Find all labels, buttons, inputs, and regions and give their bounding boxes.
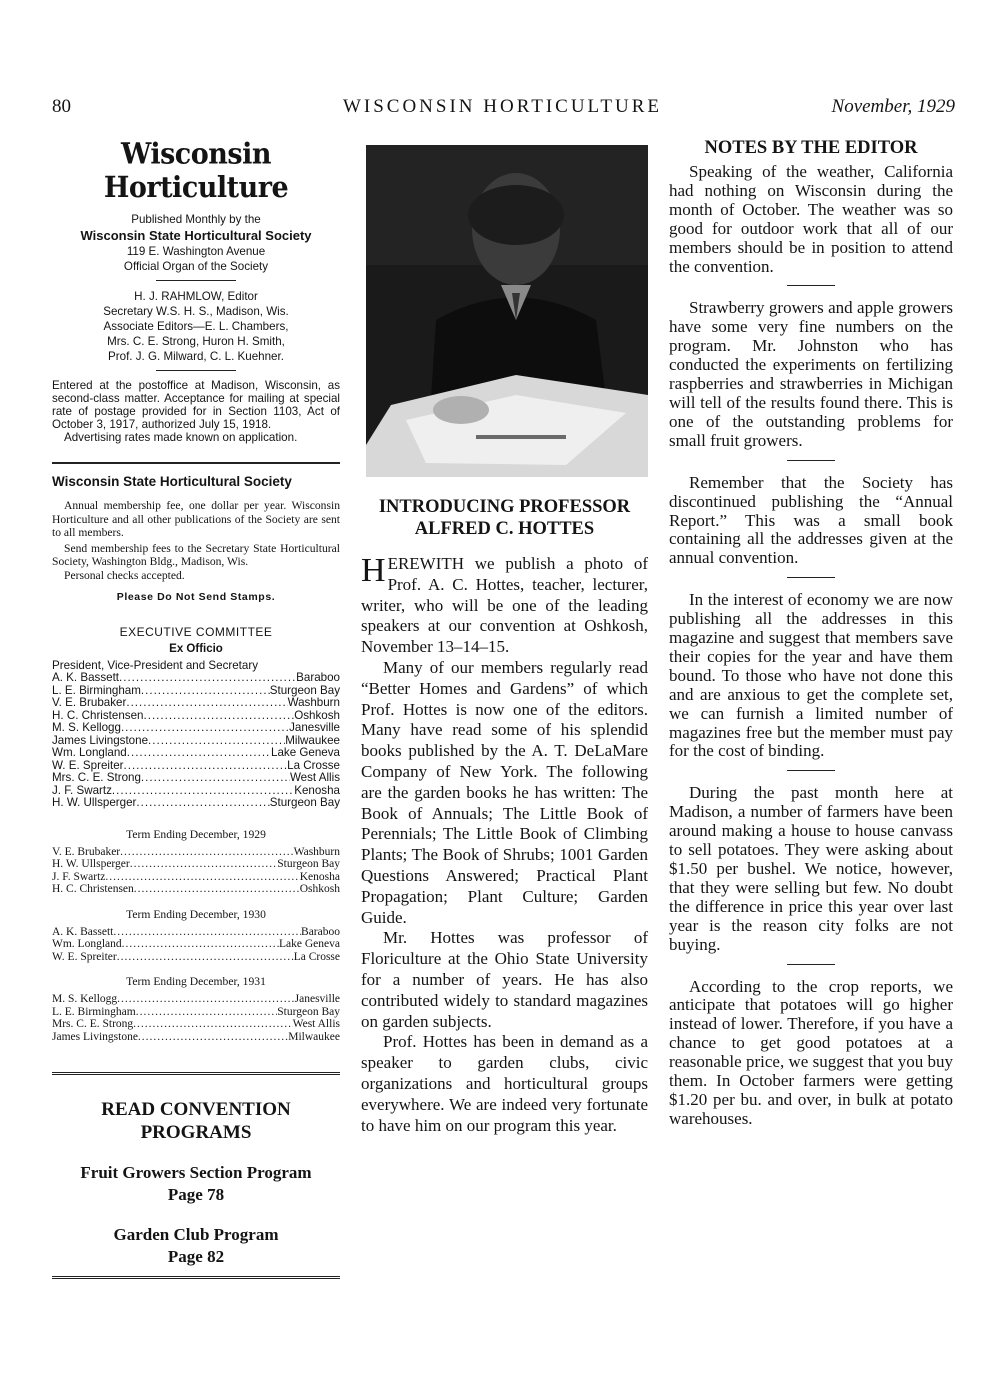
list-item: Mrs. C. E. Strong ..... West Allis bbox=[52, 772, 340, 785]
masthead-line: Official Organ of the Society bbox=[123, 260, 269, 273]
list-item: James Livingstone ..... Milwaukee bbox=[52, 735, 340, 748]
list-item: Wm. Longland ..... Lake Geneva bbox=[52, 938, 340, 951]
divider bbox=[787, 285, 835, 286]
list-item: H. W. Ullsperger ..... Sturgeon Bay bbox=[52, 858, 340, 871]
divider bbox=[787, 964, 835, 965]
send-fees-text: Send membership fees to the Secretary State Horticultural Society, Washington Bldg., Madison, Wis. bbox=[52, 541, 340, 568]
list-item: H. C. Christensen ..... Oshkosh bbox=[52, 710, 340, 723]
divider bbox=[787, 770, 835, 771]
masthead-info bbox=[52, 212, 340, 274]
editor-line: Mrs. C. E. Strong, Huron H. Smith, bbox=[107, 335, 285, 348]
notes-paragraph: During the past month here at Madison, a number of farmers have been around making a house to house canvass to sell potatoes. They were asking about $1.50 per bushel. We notice, however, that they were selling but few. No doubt the difference in price this year over last year is the reason city folks are not buying. bbox=[669, 783, 953, 954]
divider bbox=[787, 460, 835, 461]
garden-program-page: Page 82 bbox=[167, 1247, 225, 1266]
divider bbox=[787, 577, 835, 578]
notes-paragraph: Remember that the Society has discontinued publishing the “Annual Report.” This was a small book containing all the addresses given at the annual convention. bbox=[669, 472, 953, 568]
article-paragraph: Many of our members regularly read “Better Homes and Gardens” of which Prof. Hottes is now one of the editors. Many have read some of his splendid books published by the A. T. DeLaMare Company of New York. The following are the garden books he has written: The Book of Annuals; The Little Book of Perennials; The Little Book of Climbing Plants; The Book of Shrubs; 1001 Garden Questions Answered; Practical Plant Propagation; Plant Culture; Garden Guide. bbox=[361, 657, 648, 927]
masthead-title: Wisconsin Horticulture bbox=[103, 137, 289, 205]
list-item: V. E. Brubaker ..... Washburn bbox=[52, 846, 340, 859]
portrait-photo bbox=[366, 145, 648, 477]
list-item: A. K. Bassett ..... Baraboo bbox=[52, 672, 340, 685]
term-heading: Term Ending December, 1931 bbox=[126, 975, 266, 988]
read-convention-heading: READ CONVENTION bbox=[101, 1099, 291, 1120]
list-item: H. C. Christensen ..... Oshkosh bbox=[52, 883, 340, 896]
publication-title: WISCONSIN HORTICULTURE bbox=[342, 96, 663, 117]
list-item: W. E. Spreiter ..... La Crosse bbox=[52, 760, 340, 773]
list-item: L. E. Birmingham ..... Sturgeon Bay bbox=[52, 685, 340, 698]
list-item: W. E. Spreiter ..... La Crosse bbox=[52, 951, 340, 964]
notes-body bbox=[669, 163, 953, 1129]
list-item: Wm. Longland ..... Lake Geneva bbox=[52, 747, 340, 760]
article-heading bbox=[361, 496, 648, 540]
article-body bbox=[361, 554, 648, 1136]
ex-officio-heading: Ex Officio bbox=[169, 643, 223, 655]
divider bbox=[156, 280, 236, 281]
notes-paragraph: Speaking of the weather, California had nothing on Wisconsin during the month of October. The weather was so good for outdoor work that all of our members should be in position to attend the convention. bbox=[669, 162, 953, 276]
list-item: Mrs. C. E. Strong ..... West Allis bbox=[52, 1018, 340, 1031]
divider bbox=[52, 462, 340, 464]
masthead-line: 119 E. Washington Avenue bbox=[126, 245, 266, 258]
executive-member-list bbox=[52, 672, 340, 810]
article-paragraph: Prof. Hottes has been in demand as a speaker to garden clubs, civic organizations and horticultural groups everywhere. We are indeed very fortunate to have him on our program this year. bbox=[361, 1032, 648, 1135]
garden-program-label: Garden Club Program bbox=[113, 1225, 279, 1244]
list-item: H. W. Ullsperger ..... Sturgeon Bay bbox=[52, 797, 340, 810]
masthead-line: Published Monthly by the bbox=[131, 213, 261, 226]
notes-paragraph: In the interest of economy we are now publishing all the addresses in this magazine and suggest that members save their copies for the year and have them bound. To those who have not done this and are anxious to get the complete set, we can furnish a limited number of magazines free but the member must pay for the cost of binding. bbox=[669, 590, 953, 761]
editor-line: Secretary W.S. H. S., Madison, Wis. bbox=[103, 305, 289, 318]
list-item: James Livingstone ..... Milwaukee bbox=[52, 1031, 340, 1044]
article-paragraph: HEREWITH we publish a photo of Prof. A. C. Hottes, teacher, lecturer, writer, who will be one of the leading speakers at our convention at Oshkosh, November 13–14–15. bbox=[361, 552, 648, 657]
list-item: V. E. Brubaker ..... Washburn bbox=[52, 697, 340, 710]
executive-heading: EXECUTIVE COMMITTEE bbox=[119, 625, 273, 639]
drop-cap: H bbox=[361, 552, 386, 589]
entry-notice: Entered at the postoffice at Madison, Wisconsin, as second-class matter. Acceptance for mailing at special rate of postage provided for in Section 1103, Act of October 3, 1917, authorized July 15, 1918. bbox=[52, 379, 340, 431]
term-member-list bbox=[52, 846, 340, 896]
term-heading: Term Ending December, 1929 bbox=[126, 827, 266, 841]
editor-line: H. J. RAHMLOW, Editor bbox=[134, 290, 258, 303]
membership-fee-text: Annual membership fee, one dollar per year. Wisconsin Horticulture and all other publications of the Society are sent to all members. bbox=[52, 499, 340, 539]
officers-line: President, Vice-President and Secretary bbox=[52, 659, 259, 672]
masthead-line: Wisconsin State Horticultural Society bbox=[80, 228, 312, 243]
fruit-program-label: Fruit Growers Section Program bbox=[80, 1163, 312, 1182]
issue-date: November, 1929 bbox=[831, 96, 955, 117]
editor-notes-column bbox=[669, 138, 953, 1129]
term-member-list bbox=[52, 993, 340, 1043]
list-item: J. F. Swartz ..... Kenosha bbox=[52, 785, 340, 798]
portrait-image bbox=[366, 145, 648, 477]
divider bbox=[52, 1276, 340, 1279]
article-heading-line: INTRODUCING PROFESSOR bbox=[378, 497, 631, 517]
article-heading-line: ALFRED C. HOTTES bbox=[414, 519, 595, 539]
fruit-program-page: Page 78 bbox=[167, 1185, 225, 1204]
divider bbox=[156, 370, 236, 371]
stamps-notice: Please Do Not Send Stamps. bbox=[116, 591, 276, 603]
list-item: M. S. Kellogg ..... Janesville bbox=[52, 722, 340, 735]
term-member-list bbox=[52, 926, 340, 964]
article-paragraph: Mr. Hottes was professor of Floriculture at the Ohio State University for a number of years. He has also contributed widely to standard magazines on garden subjects. bbox=[361, 928, 648, 1031]
read-convention-heading: PROGRAMS bbox=[140, 1122, 252, 1143]
page-number: 80 bbox=[52, 96, 71, 117]
advertising-notice: Advertising rates made known on application. bbox=[64, 431, 298, 444]
society-heading: Wisconsin State Horticultural Society bbox=[52, 474, 292, 489]
term-heading: Term Ending December, 1930 bbox=[126, 907, 266, 921]
read-convention-box bbox=[52, 1098, 340, 1268]
editor-line: Associate Editors—E. L. Chambers, bbox=[103, 320, 289, 333]
editor-line: Prof. J. G. Milward, C. L. Kuehner. bbox=[108, 350, 284, 363]
left-column bbox=[52, 137, 340, 1043]
notes-heading: NOTES BY THE EDITOR bbox=[704, 138, 918, 158]
checks-text: Personal checks accepted. bbox=[64, 568, 185, 582]
list-item: M. S. Kellogg ..... Janesville bbox=[52, 993, 340, 1006]
list-item: A. K. Bassett ..... Baraboo bbox=[52, 926, 340, 939]
notes-paragraph: According to the crop reports, we anticipate that potatoes will go higher instead of lower. Therefore, if you have a chance to get good potatoes at a reasonable price, we suggest that you buy them. In October farmers were getting $1.20 per bu. and over, in bulk at potato warehouses. bbox=[669, 976, 953, 1128]
editor-block bbox=[52, 289, 340, 364]
notes-paragraph: Strawberry growers and apple growers have some very fine numbers on the program. Mr. Johnston who has conducted the experiments on fertilizing raspberries and strawberries in Michigan will tell of the results found there. This is one of the outstanding problems for small fruit growers. bbox=[669, 298, 953, 450]
divider bbox=[52, 1072, 340, 1075]
list-item: J. F. Swartz ..... Kenosha bbox=[52, 871, 340, 884]
article-column bbox=[361, 496, 648, 1136]
list-item: L. E. Birmingham ..... Sturgeon Bay bbox=[52, 1006, 340, 1019]
